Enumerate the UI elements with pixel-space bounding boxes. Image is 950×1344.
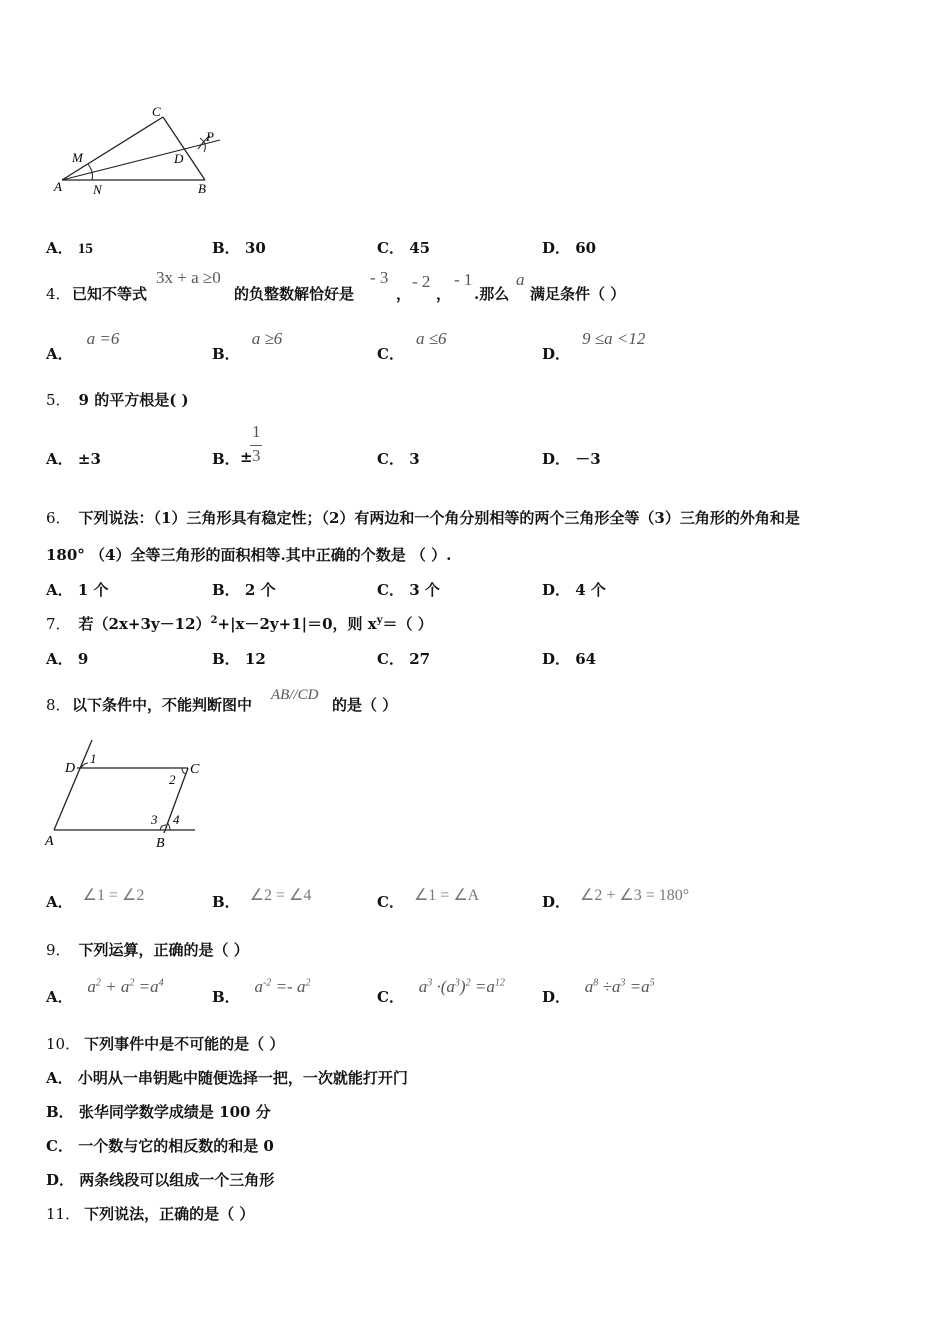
q4-option-b[interactable]: B．a ≥6 <box>212 329 283 363</box>
q4-option-c[interactable]: C．a ≤6 <box>377 329 447 363</box>
q4-n2: - 2 <box>412 272 431 291</box>
q9-question: 9． 下列运算，正确的是（ ） <box>46 941 249 959</box>
q9-option-a[interactable]: A． $a^2 + a^2 =a^4$ <box>46 977 164 1006</box>
q7-option-b[interactable]: B． 12 <box>212 650 266 668</box>
q8-option-d[interactable]: D． ∠2 + ∠3 = 180° <box>542 887 690 911</box>
q4-var: a <box>516 270 525 289</box>
q5-option-b[interactable]: B． ± 1 3 <box>212 422 261 468</box>
q5-option-c[interactable]: C． 3 <box>377 450 420 468</box>
q4-text-2: 的负整数解恰好是 <box>234 285 355 303</box>
q9-option-c-formula: $a^3 \cdot(a^3)^2 =a^{12}$ <box>418 977 505 996</box>
q8-label-c: C <box>190 762 200 777</box>
q10-option-b[interactable]: B． 张华同学数学成绩是 100 分 <box>46 1103 271 1121</box>
q4-inequality: 3x + a ≥0 <box>156 268 221 287</box>
q8-label-b: B <box>156 836 165 851</box>
q5-option-a[interactable]: A． ±3 <box>46 450 101 468</box>
q6-option-c[interactable]: C． 3 个 <box>377 581 440 599</box>
q6-question-line2: 180° （4）全等三角形的面积相等.其中正确的个数是 （ ）. <box>46 546 452 564</box>
q4-text-1: 已知不等式 <box>72 285 148 303</box>
q3-option-b[interactable]: B． 30 <box>212 239 266 257</box>
q3-label-n: N <box>93 182 102 197</box>
q8-figure <box>40 735 205 853</box>
q9-option-d[interactable]: D． $a^8 \div a^3 =a^5$ <box>542 977 655 1006</box>
q8-option-c[interactable]: C． ∠1 = ∠A <box>377 887 480 911</box>
q8-label-3: 3 <box>151 812 158 827</box>
q4-option-d[interactable]: D．9 ≤a <12 <box>542 329 646 363</box>
q4-number: 4． <box>46 285 71 303</box>
q3-label-d: D <box>174 151 184 166</box>
q9-option-b-formula: $a^{-2} =- a^2$ <box>254 977 311 996</box>
q4-n1: - 3 <box>370 268 389 287</box>
q11-question: 11． 下列说法，正确的是（ ） <box>46 1205 255 1223</box>
q3-label-p: P <box>206 129 214 144</box>
q9-option-c[interactable]: C． $a^3 \cdot(a^3)^2 =a^{12}$ <box>377 977 505 1006</box>
q8-label-1: 1 <box>90 751 97 766</box>
q5-question: 5． 9 的平方根是( ) <box>46 391 189 409</box>
q4-comma1: ， <box>396 285 412 303</box>
q7-option-c[interactable]: C． 27 <box>377 650 431 668</box>
q3-option-c[interactable]: C． 45 <box>377 239 431 257</box>
q8-label-4: 4 <box>173 812 180 827</box>
q9-option-a-formula: $a^2 + a^2 =a^4$ <box>87 977 164 996</box>
q8-option-b[interactable]: B． ∠2 = ∠4 <box>212 887 312 911</box>
q4-option-a[interactable]: A．a =6 <box>46 329 120 363</box>
q8-label-a: A <box>45 834 54 849</box>
q8-label-d: D <box>65 761 76 776</box>
q10-option-d[interactable]: D． 两条线段可以组成一个三角形 <box>46 1171 275 1189</box>
q7-option-d[interactable]: D． 64 <box>542 650 597 668</box>
q4-text-4: 满足条件（ ） <box>530 285 626 303</box>
q6-question-line1: 6． 下列说法：（1）三角形具有稳定性；（2）有两边和一个角分别相等的两个三角形全等（3）三角形的外角和是 <box>46 509 800 527</box>
q6-option-a[interactable]: A． 1 个 <box>46 581 109 599</box>
q4-comma2: ， <box>436 285 452 303</box>
q9-option-d-formula: $a^8 \div a^3 =a^5$ <box>584 977 655 996</box>
q7-option-a[interactable]: A． 9 <box>46 650 89 668</box>
q7-question: 7． 若$(2x+3y-12)^2+|x-2y+1|=0$，则 $x^y=$（ ） <box>46 615 433 633</box>
q4-n3: - 1 <box>454 270 473 289</box>
q6-option-d[interactable]: D． 4 个 <box>542 581 606 599</box>
q3-option-a[interactable]: A． 15 <box>46 239 93 257</box>
q8-math-ab-parallel-cd: AB//CD <box>271 687 319 703</box>
q6-option-b[interactable]: B． 2 个 <box>212 581 276 599</box>
q3-label-a: A <box>54 179 62 194</box>
q3-label-c: C <box>152 104 161 119</box>
q9-option-b[interactable]: B． $a^{-2} =- a^2$ <box>212 977 311 1006</box>
q10-option-c[interactable]: C． 一个数与它的相反数的和是 0 <box>46 1137 274 1155</box>
q8-option-a[interactable]: A． ∠1 = ∠2 <box>46 887 145 911</box>
q4-text-3: .那么 <box>474 285 510 303</box>
q10-option-a[interactable]: A． 小明从一串钥匙中随便选择一把，一次就能打开门 <box>46 1069 408 1087</box>
q3-label-b: B <box>198 181 206 196</box>
q3-label-m: M <box>72 150 83 165</box>
q8-label-2: 2 <box>169 772 176 787</box>
q5-option-d[interactable]: D． －3 <box>542 450 601 468</box>
q10-question: 10． 下列事件中是不可能的是（ ） <box>46 1035 285 1053</box>
q3-option-d[interactable]: D． 60 <box>542 239 597 257</box>
q3-figure <box>50 100 230 200</box>
